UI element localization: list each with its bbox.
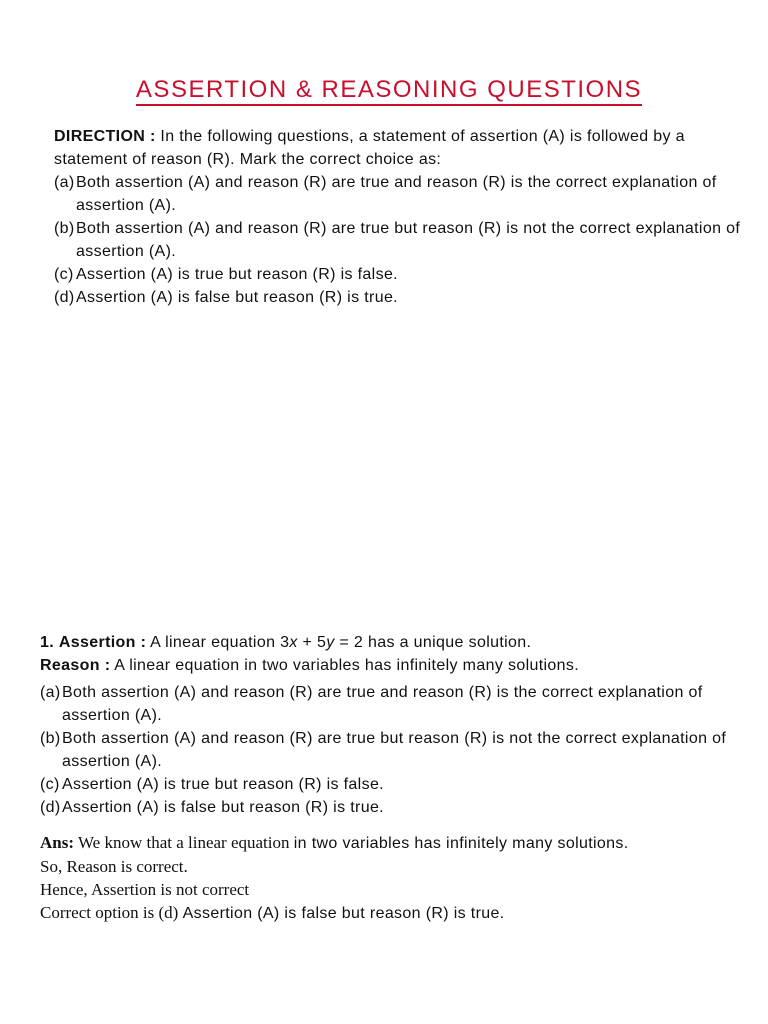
option-text: Both assertion (A) and reason (R) are true and reason (R) is the correct explanation of assertion (A).	[62, 684, 703, 724]
question-1-option-c	[40, 773, 740, 796]
answer-section	[40, 831, 720, 925]
answer-text-1b: in two variables has infinitely many solutions.	[293, 835, 629, 852]
direction-text: In the following questions, a statement of assertion (A) is followed by a statement of reason (R). Mark the correct choice as:	[54, 128, 685, 168]
option-label: (b)	[40, 730, 61, 747]
direction-option-a	[54, 171, 744, 217]
option-label: (d)	[54, 289, 75, 306]
option-text: Assertion (A) is true but reason (R) is false.	[76, 266, 398, 283]
option-text: Both assertion (A) and reason (R) are true and reason (R) is the correct explanation of assertion (A).	[76, 174, 717, 214]
answer-line-1	[40, 831, 720, 855]
question-1-option-d	[40, 796, 740, 819]
direction-label: DIRECTION :	[54, 128, 156, 145]
assertion-text-post: = 2 has a unique solution.	[334, 634, 532, 651]
option-label: (d)	[40, 799, 61, 816]
reason-text: A linear equation in two variables has infinitely many solutions.	[110, 657, 580, 674]
assertion-var-x: x	[289, 634, 298, 651]
reason-label: Reason :	[40, 657, 111, 674]
answer-line-2: So, Reason is correct.	[40, 857, 188, 876]
assertion-label: Assertion :	[58, 634, 147, 651]
option-text: Both assertion (A) and reason (R) are true but reason (R) is not the correct explanation of assertion (A).	[76, 220, 741, 260]
direction-option-b	[54, 217, 744, 263]
direction-option-c	[54, 263, 744, 286]
answer-text-1a: We know that a linear equation	[74, 833, 294, 852]
answer-line-4	[40, 901, 720, 925]
option-text: Assertion (A) is false but reason (R) is true.	[62, 799, 384, 816]
option-label: (a)	[54, 174, 75, 191]
question-1-assertion	[40, 631, 740, 654]
option-label: (b)	[54, 220, 75, 237]
question-1-option-b	[40, 727, 740, 773]
question-1-options	[40, 681, 740, 819]
option-label: (a)	[40, 684, 61, 701]
question-1-option-a	[40, 681, 740, 727]
question-number: 1.	[40, 634, 55, 651]
question-1-reason	[40, 654, 740, 677]
page-title-text: ASSERTION & REASONING QUESTIONS	[136, 76, 642, 106]
page-title	[0, 76, 768, 104]
option-text: Assertion (A) is false but reason (R) is true.	[76, 289, 398, 306]
option-label: (c)	[40, 776, 60, 793]
assertion-var-y: y	[326, 634, 335, 651]
direction-intro	[54, 125, 744, 171]
option-text: Assertion (A) is true but reason (R) is false.	[62, 776, 384, 793]
option-label: (c)	[54, 266, 74, 283]
answer-text-4a: Correct option is (d)	[40, 903, 183, 922]
direction-section	[54, 125, 744, 309]
direction-option-d	[54, 286, 744, 309]
answer-label: Ans:	[40, 833, 75, 852]
answer-line-3: Hence, Assertion is not correct	[40, 880, 250, 899]
assertion-text-mid: + 5	[297, 634, 327, 651]
question-1	[40, 631, 740, 819]
assertion-text-pre: A linear equation 3	[146, 634, 290, 651]
answer-text-4b: Assertion (A) is false but reason (R) is true.	[182, 905, 505, 922]
option-text: Both assertion (A) and reason (R) are true but reason (R) is not the correct explanation of assertion (A).	[62, 730, 727, 770]
